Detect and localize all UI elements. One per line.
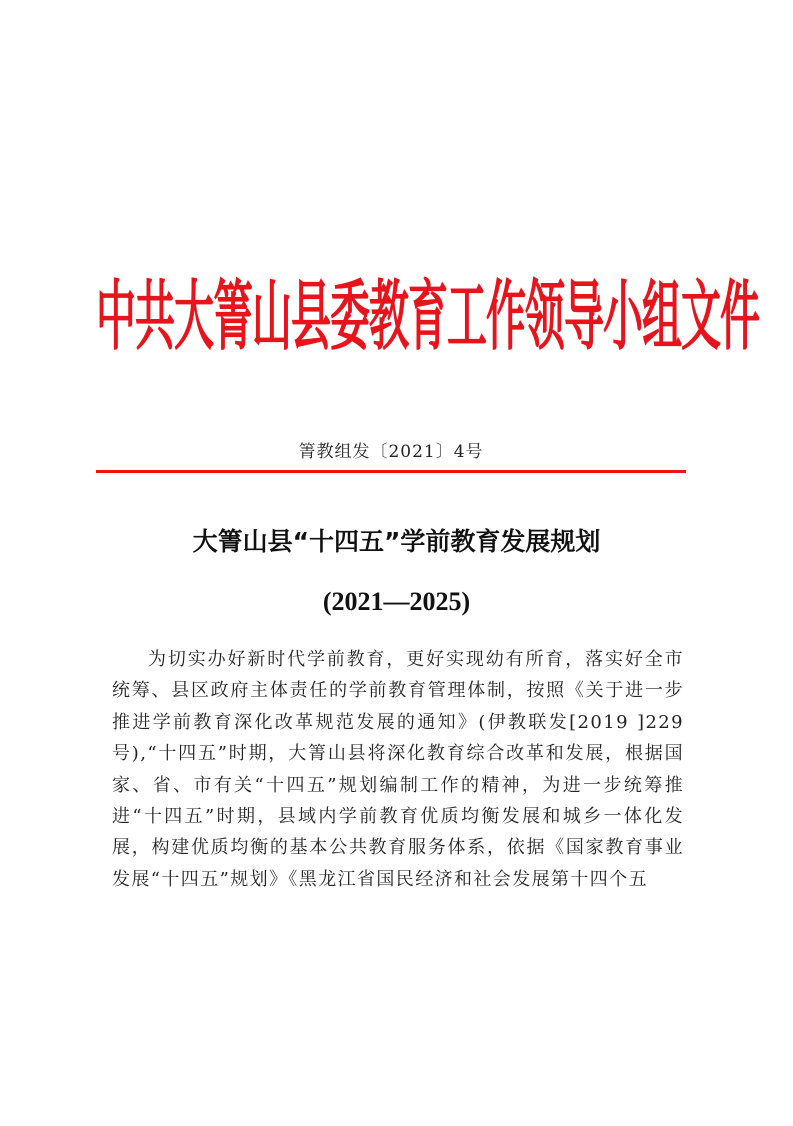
- document-number: 箐教组发〔2021〕4号: [298, 442, 484, 462]
- red-separator-line: [96, 470, 686, 473]
- red-masthead-header: 中共大箐山县委教育工作领导小组文件: [96, 274, 759, 362]
- body-paragraph: 为切实办好新时代学前教育，更好实现幼有所育，落实好全市统筹、县区政府主体责任的学前教育管理体制，按照《关于进一步推进学前教育深化改革规范发展的通知》(伊教联发[2019 ]229号),“十四五”时期，大箐山县将深化教育综合改革和发展，根据国家、省、市有关“十四五”规划编制工作的精神，为进一步统筹推进“十四五”时期，县域内学前教育优质均衡发展和城乡一体化发展，构建优质均衡的基本公共教育服务体系，依据《国家教育事业发展“十四五”规划》《黑龙江省国民经济和社会发展第十四个五: [112, 649, 684, 890]
- document-title: 大箐山县“十四五”学前教育发展规划: [192, 527, 601, 556]
- document-subtitle-years: (2021—2025): [322, 587, 471, 616]
